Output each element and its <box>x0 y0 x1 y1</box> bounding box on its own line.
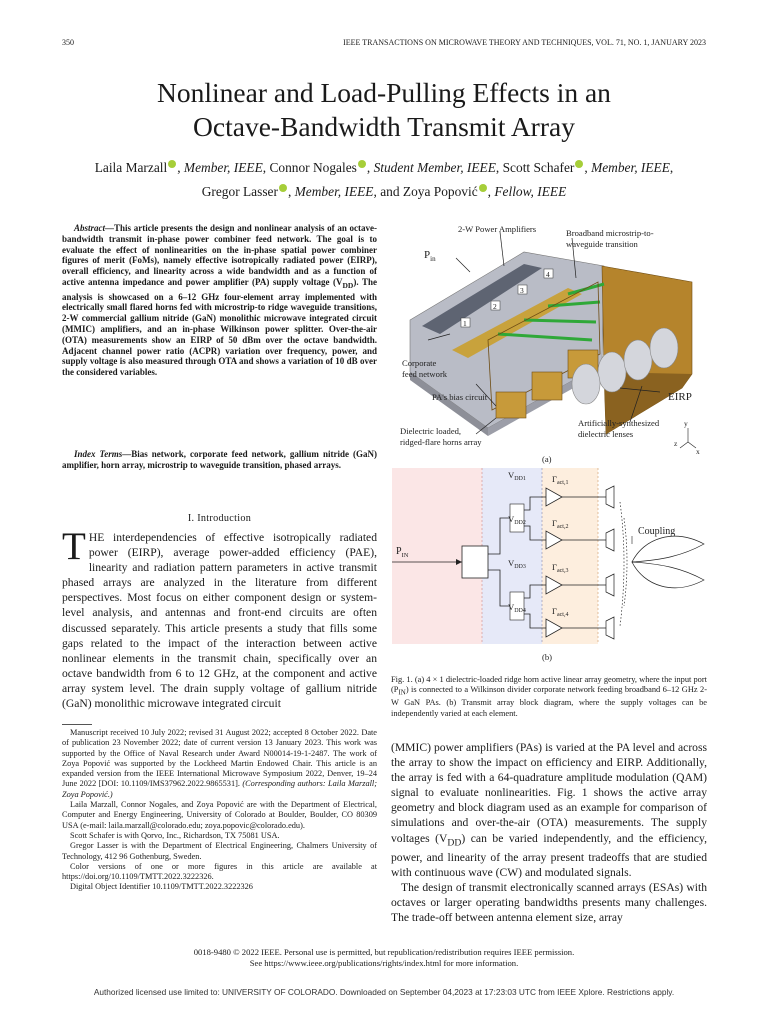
label-bias-circuit: PA's bias circuit <box>432 392 488 402</box>
caption-text-2: ) is connected to a Wilkinson divider corporate network feeding broadband 6–12 GHz 2-W GaN PAs. (b) Transmit array block diagram, where the supply voltages can be independently varied at each element. <box>391 685 707 718</box>
running-header <box>62 38 706 50</box>
orcid-icon[interactable] <box>168 160 176 168</box>
author-line-1: Laila Marzall , Member, IEEE, Connor Nogales , Student Member, IEEE, Scott Schafer , Member, IEEE, <box>94 160 674 175</box>
figure-1-graphic <box>392 222 708 668</box>
label-vdd4: $V_{DD4}$ <box>508 602 526 614</box>
author-name: Scott Schafer <box>502 160 575 175</box>
label-vdd3: $V_{DD3}$ <box>508 558 526 570</box>
figure-caption <box>391 675 707 719</box>
index-terms <box>62 449 377 471</box>
label-eirp: EIRP <box>668 391 692 403</box>
label-gamma-1: $\Gamma_{act,1}$ <box>552 474 569 486</box>
author-name: Zoya Popović <box>402 184 478 199</box>
label-vdd2: $V_{DD2}$ <box>508 514 526 526</box>
orcid-icon[interactable] <box>358 160 366 168</box>
title-line-1: Nonlinear and Load-Pulling Effects in an <box>157 77 611 108</box>
abstract-text: This article presents the design and nonlinear analysis of an octave-bandwidth transmit in-phase power combiner feed network. The goal is to evaluate the effect of nonlinearities on the in-phase spatial power combiner figures of merit (FoMs), namely effective isotropically radiated power (EIRP), overall efficiency, and linearity across a wide bandwidth and as a function of active antenna impedance and power amplifier (PA) supply voltage (V <box>62 223 377 287</box>
author-line-2: Gregor Lasser , Member, IEEE, and Zoya Popović , Fellow, IEEE <box>201 184 567 199</box>
subfigure-b-label: (b) <box>542 652 553 662</box>
body-text-right <box>391 740 707 925</box>
copyright-line-2[interactable]: See https://www.ieee.org/publications/rights/index.html for more information. <box>249 958 519 969</box>
author-name: Gregor Lasser <box>201 184 278 199</box>
block-diagram <box>392 468 704 644</box>
abstract-label: Abstract— <box>74 223 115 233</box>
footnote-color[interactable]: Color versions of one or more figures in this article are available at https://doi.org/10.1109/TMTT.2022.3222326. <box>62 861 377 882</box>
copyright-line-1: 0018-9480 © 2022 IEEE. Personal use is permitted, but republication/redistribution requires IEEE permission. <box>193 947 575 957</box>
footnote-affiliation: Gregor Lasser is with the Department of Electrical Engineering, Chalmers University of Technology, 412 96 Gothenburg, Sweden. <box>62 841 377 861</box>
journal-header: IEEE TRANSACTIONS ON MICROWAVE THEORY AND TECHNIQUES, VOL. 71, NO. 1, JANUARY 2023 <box>343 38 706 47</box>
label-horns-1: Dielectric loaded, <box>400 426 462 436</box>
paper-title <box>60 76 708 144</box>
abstract <box>62 223 377 378</box>
author-name: Laila Marzall <box>94 160 168 175</box>
label-coupling: Coupling <box>638 526 676 537</box>
subfigure-a-label: (a) <box>542 454 552 464</box>
label-lenses-1: Artificially-synthesized <box>578 418 660 428</box>
label-gamma-2: $\Gamma_{act,2}$ <box>552 518 569 530</box>
figure-1 <box>392 222 708 668</box>
intro-text: HE interdependencies of effective isotropically radiated power (EIRP), average power-added efficiency (PAE), linearity and radiation pattern parameters in active transmit phased arrays are analyzed in the literature from different perspectives. Most focus on either component design or system-level analysis, and antennas and front-end circuits are often discussed separately. This article presents a study that fills some gaps related to the impact of the interaction between active nonlinear elements in the transmit chain, specifically over an octave bandwidth from 6 to 12 GHz, at the component and active array system level. The drain supply voltage of gallium nitride (GaN) monolithic microwave integrated circuit <box>62 531 377 711</box>
author-role: Student Member, IEEE <box>373 160 496 175</box>
label-corporate-1: Corporate <box>402 358 437 368</box>
author-role: Member, IEEE <box>294 184 374 199</box>
caption-sub: IN <box>398 689 406 698</box>
axis-x-label: x <box>696 447 700 456</box>
page-number: 350 <box>62 38 74 47</box>
footnote-affiliation: Scott Schafer is with Qorvo, Inc., Richardson, TX 75081 USA. <box>70 830 280 840</box>
footnote-text: Manuscript received 10 July 2022; revised 31 August 2022; accepted 8 October 2022. Date of publication 23 November 2022; date of current version 13 January 2023. This work was supported by the Office of Naval Research under Award N00014-19-1-2487. The work of Zoya Popović was supported by the Lockheed Martin Endowed Chair. This article is an expanded version from the IEEE International Microwave Symposium 2022, Denver, 19–24 June 2022 [DOI: 10.1109/IMS37962.2022.9865531]. <box>62 728 377 789</box>
footnote-rule <box>62 724 92 725</box>
label-gamma-4: $\Gamma_{act,4}$ <box>552 606 569 618</box>
intro-paragraph <box>62 525 377 711</box>
author-name: Connor Nogales <box>269 160 357 175</box>
footnote-doi: Digital Object Identifier 10.1109/TMTT.2022.3222326 <box>70 882 253 892</box>
axis-y-label: y <box>684 419 688 428</box>
label-transition-1: Broadband microstrip-to- <box>566 228 654 238</box>
array-element-2: 2 <box>493 302 497 311</box>
title-line-2: Octave-Bandwidth Transmit Array <box>193 111 575 142</box>
body-paragraph: The design of transmit electronically scanned arrays (ESAs) with octaves or larger operating bandwidths presents many challenges. The trade-off between antenna element size, array <box>391 881 707 925</box>
label-lenses-2: dielectric lenses <box>578 429 634 439</box>
label-pin: $P_{in}$ <box>424 249 436 263</box>
axis-z-label: z <box>674 439 678 448</box>
label-horns-2: ridged-flare horns array <box>400 437 482 447</box>
download-notice: Authorized licensed use limited to: UNIVERSITY OF COLORADO. Downloaded on September 04,2023 at 17:23:03 UTC from IEEE Xplore. Restrictions apply. <box>93 987 675 997</box>
label-b-pin: $P_{IN}$ <box>396 546 409 559</box>
label-power-amplifiers: 2-W Power Amplifiers <box>458 224 537 234</box>
author-role: Fellow, IEEE <box>494 184 567 199</box>
index-terms-label: Index Terms— <box>74 449 132 459</box>
body-text: (MMIC) power amplifiers (PAs) is varied at the PA level and across the array to show the impact on efficiency and EIRP. Additionally, the array is fed with a 64-quadrature amplitude modulation (QAM) signal to evaluate nonlinearities. Fig. 1 shows the active array geometry and block diagram used as an example for comparison of simulations and over-the-air (OTA) measurements. The supply voltages (V <box>391 741 707 845</box>
body-sub: DD <box>447 836 462 848</box>
footnote-manuscript <box>62 728 377 800</box>
array-element-1: 1 <box>463 319 467 328</box>
abstract-text-2: ). The analysis is showcased on a 6–12 GHz four-element array implemented with electrically small flared horns fed with microstrip-to ridge waveguide transitions, 2-W commercial gallium nitride (GaN) monolithic microwave integrated circuit (MMIC) amplifiers, and an in-phase Wilkinson power splitter. Over-the-air (OTA) measurements show an EIRP of 50 dBm over the octave bandwidth. Adjacent channel power ratio (ACPR) variation over frequency, power, and supply voltage is also measured through OTA and shows a variation of 10 dB over the considered variables. <box>62 276 377 378</box>
author-role: Member, IEEE <box>183 160 263 175</box>
author-list <box>60 156 708 204</box>
copyright-notice <box>60 947 708 970</box>
footnotes <box>62 728 377 893</box>
body-text: ) can be varied independently, and the efficiency, power, and linearity of the array present tradeoffs that are studied with continuous wave (CW) and modulated signals. <box>391 831 707 880</box>
label-transition-2: waveguide transition <box>566 239 638 249</box>
author-role: Member, IEEE <box>591 160 670 175</box>
array-element-4: 4 <box>546 270 550 279</box>
orcid-icon[interactable] <box>575 160 583 168</box>
caption-text: Fig. 1. (a) 4 × 1 dielectric-loaded ridge horn active linear array geometry, where the input port (P <box>391 675 707 695</box>
drop-cap: T <box>62 525 86 568</box>
label-vdd1: $V_{DD1}$ <box>508 470 526 482</box>
footnote-corresponding: (Corresponding authors: Laila Marzall; Zoya Popović.) <box>62 779 378 799</box>
section-heading: I. Introduction <box>187 513 252 524</box>
index-terms-text: Bias network, corporate feed network, gallium nitride (GaN) amplifier, horn array, microstrip to waveguide transition, phased arrays. <box>62 449 377 470</box>
author-conjunction: and <box>380 184 400 199</box>
label-corporate-2: feed network <box>402 369 448 379</box>
array-rendering <box>410 232 696 448</box>
orcid-icon[interactable] <box>279 184 287 192</box>
array-element-3: 3 <box>520 286 524 295</box>
abstract-sub: DD <box>342 280 354 290</box>
label-gamma-3: $\Gamma_{act,3}$ <box>552 562 569 574</box>
footnote-affiliation: Laila Marzall, Connor Nogales, and Zoya Popović are with the Department of Electrical, Computer and Energy Engineering, University of Colorado at Boulder, Boulder, CO 80309 USA (e-mail: laila.marzall@colorado.edu; zoya.popovic@colorado.edu). <box>62 800 377 830</box>
body-paragraph <box>391 740 707 880</box>
orcid-icon[interactable] <box>479 184 487 192</box>
